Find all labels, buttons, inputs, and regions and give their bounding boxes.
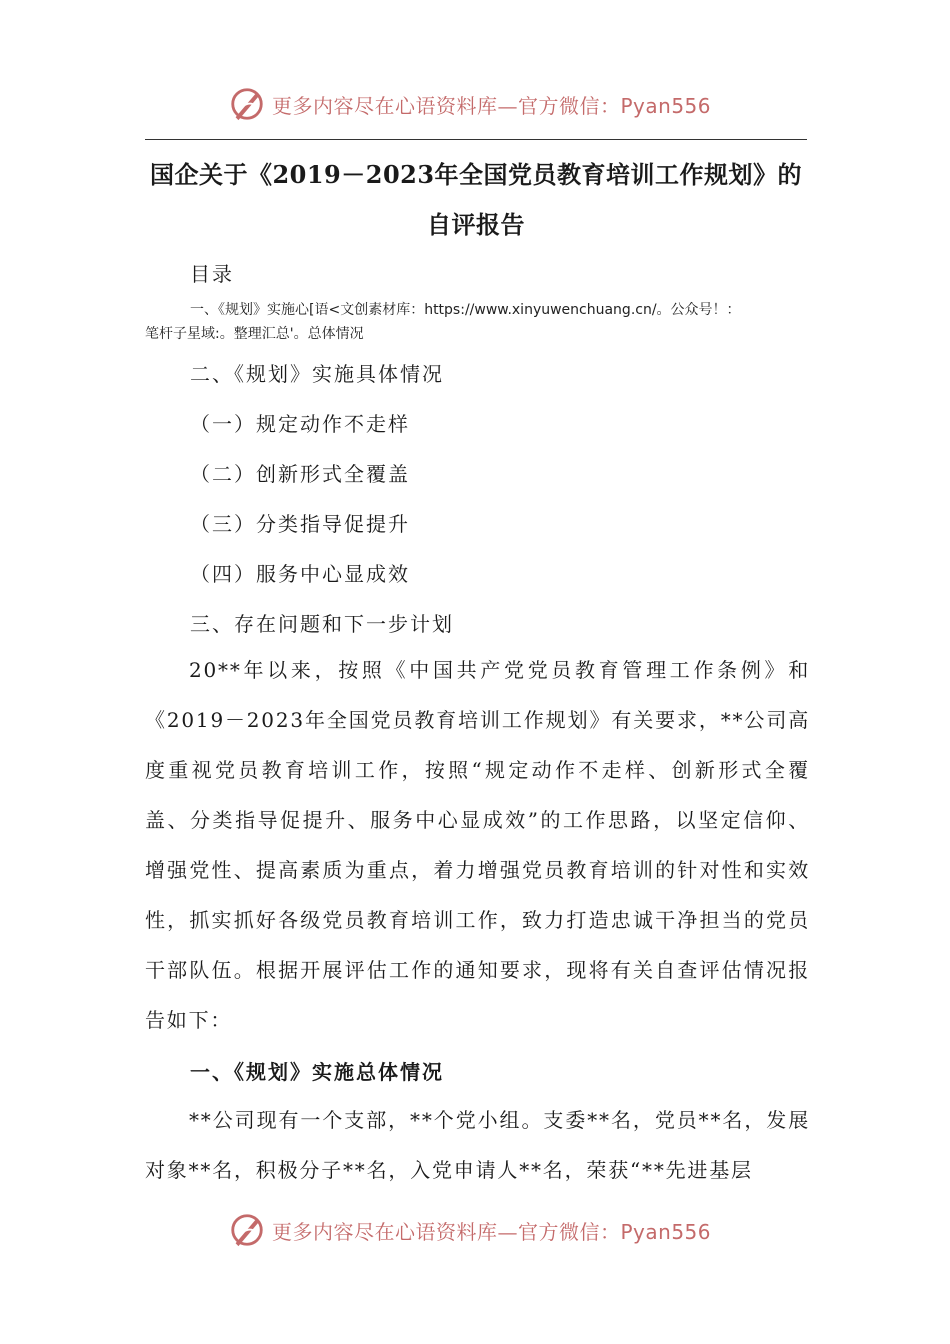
header-divider [145, 139, 807, 140]
pen-logo-icon [228, 85, 266, 123]
document-title-line2: 自评报告 [427, 210, 525, 239]
body-paragraph-2: **公司现有一个支部，**个党小组。支委**名，党员**名，发展对象**名，积极分子**名，入党申请人**名，荣获“**先进基层 [145, 1108, 810, 1182]
banner-text: 更多内容尽在心语资料库—官方微信：Pyan556 [272, 93, 712, 118]
toc-item-1: 一、《规划》实施心[语<文创素材库：https://www.xinyuwenchuang.cn/。公众号！： [190, 302, 741, 318]
toc-heading: 目录 [190, 262, 234, 286]
document-title-line1: 国企关于《2019－2023年全国党员教育培训工作规划》的 [149, 160, 803, 189]
body-paragraph-1: 20**年以来，按照《中国共产党党员教育管理工作条例》和《2019－2023年全国党员教育培训工作规划》有关要求，**公司高度重视党员教育培训工作，按照“规定动作不走样、创新形式全覆盖、分类指导促提升、服务中心显成效”的工作思路，以坚定信仰、增强党性、提高素质为重点，着力增强党员教育培训的针对性和实效性，抓实抓好各级党员教育培训工作，致力打造忠诚干净担当的党员干部队伍。根据开展评估工作的通知要求，现将有关自查评估情况报告如下： [145, 658, 810, 1032]
toc-sub-2: （二）创新形式全覆盖 [190, 462, 410, 486]
toc-item-1-cont: 笔杆子星域:。整理汇总'。总体情况 [145, 326, 364, 342]
toc-item-2: 二、《规划》实施具体情况 [190, 362, 444, 386]
toc-sub-3: （三）分类指导促提升 [190, 512, 410, 536]
wechat-id: Pyan556 [620, 1219, 712, 1244]
header-banner [0, 82, 950, 126]
toc-sub-4: （四）服务中心显成效 [190, 562, 410, 586]
banner-text: 更多内容尽在心语资料库—官方微信：Pyan556 [272, 1219, 712, 1244]
pen-logo-icon [228, 1211, 266, 1249]
toc-item-3: 三、存在问题和下一步计划 [190, 612, 454, 636]
footer-banner [0, 1208, 950, 1252]
wechat-id: Pyan556 [620, 93, 712, 118]
section-heading-1: 一、《规划》实施总体情况 [190, 1060, 444, 1084]
toc-sub-1: （一）规定动作不走样 [190, 412, 410, 436]
